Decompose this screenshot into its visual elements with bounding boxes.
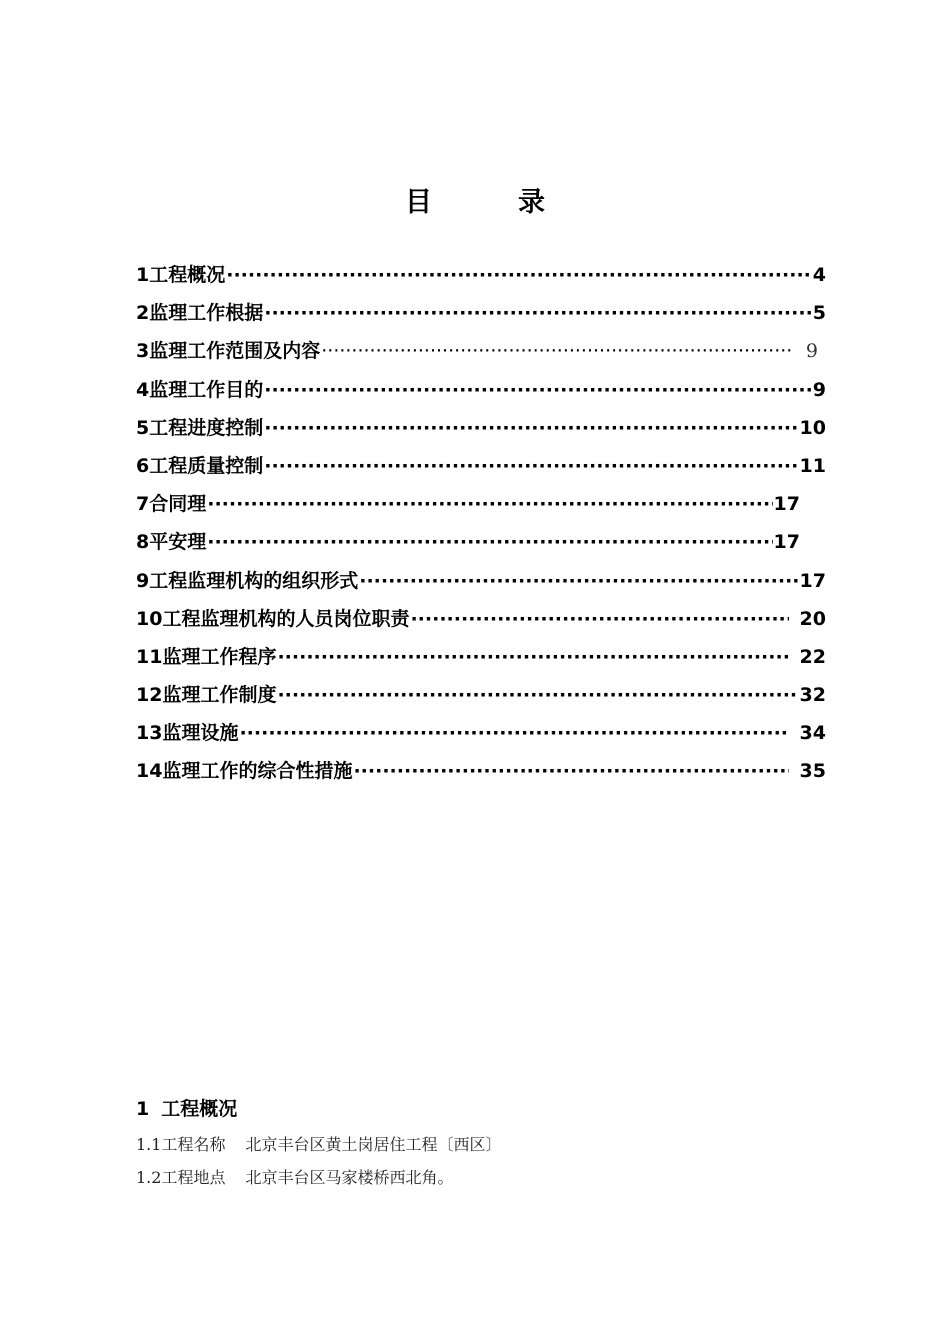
toc-entry-label: 3监理工作范围及内容 [136,340,321,363]
toc-entry[interactable] [136,371,826,409]
toc-leader-dots [359,562,798,600]
toc-leader-dots [410,600,788,638]
toc-entry-page: 34 [799,722,826,745]
toc-entry-page: 11 [799,454,826,477]
toc-leader-dots [239,714,788,752]
toc-leader-dots [264,371,812,409]
toc-entry-page: 35 [799,760,826,783]
toc-entry[interactable] [136,523,800,561]
toc-entry[interactable] [136,256,826,294]
toc-entry-label: 12监理工作制度 [136,684,277,707]
toc-entry-label: 1工程概况 [136,264,226,286]
toc-entry-label: 8平安理 [136,531,207,554]
toc-entry[interactable] [136,332,826,370]
toc-entry-page: 22 [799,645,826,668]
toc-entry[interactable] [136,409,826,447]
toc-entry[interactable] [136,294,826,332]
toc-entry-page: 20 [799,607,826,630]
toc-leader-dots [207,485,772,523]
toc-entry-label: 7合同理 [136,493,207,516]
toc-leader-dots [264,294,812,332]
section-number: 1 [136,1098,150,1120]
toc-leader-dots [264,447,798,485]
toc-entry-label: 4监理工作目的 [136,378,264,401]
toc-leader-dots [353,752,788,790]
toc-entry-label: 9工程监理机构的组织形式 [136,569,359,592]
toc-leader-dots [207,523,772,561]
toc-entry[interactable] [136,562,826,600]
toc-entry-page: 17 [799,569,826,592]
toc-entry-label: 10工程监理机构的人员岗位职责 [136,607,410,630]
toc-entry-page: 10 [799,416,826,439]
item-key: 1.1工程名称 [136,1135,226,1154]
toc-entry-label: 11监理工作程序 [136,645,277,668]
item-value: 北京丰台区黄土岗居住工程〔西区〕 [245,1135,502,1154]
toc-entry-label: 2监理工作根据 [136,302,264,325]
toc-entry-page: 17 [773,531,800,554]
toc-entry[interactable] [136,447,826,485]
toc-leader-dots [226,256,812,294]
toc-entry-page: 4 [812,264,826,286]
table-of-contents [136,256,826,791]
toc-entry[interactable] [136,752,826,790]
toc-entry-page: 17 [773,493,800,516]
toc-entry-page: 9 [812,378,826,401]
toc-entry-label: 6工程质量控制 [136,454,264,477]
toc-leader-dots [321,332,794,370]
toc-entry-page: 9 [805,340,818,363]
toc-entry[interactable] [136,638,826,676]
section-title: 工程概况 [161,1098,238,1120]
toc-entry[interactable] [136,485,800,523]
page-title [0,180,950,219]
toc-leader-dots [264,409,798,447]
toc-entry-label: 14监理工作的综合性措施 [136,760,353,783]
section-heading [136,1094,237,1121]
item-value: 北京丰台区马家楼桥西北角。 [245,1168,454,1187]
item-key: 1.2工程地点 [136,1168,226,1187]
toc-entry[interactable] [136,714,826,752]
toc-entry-page: 32 [799,684,826,707]
toc-leader-dots [277,676,798,714]
toc-entry-label: 5工程进度控制 [136,416,264,439]
title-char-1: 目 [405,187,432,218]
toc-entry[interactable] [136,600,826,638]
section-item [136,1132,501,1155]
toc-entry[interactable] [136,676,826,714]
toc-entry-page: 5 [812,302,826,325]
title-char-2: 录 [518,187,545,218]
toc-leader-dots [277,638,788,676]
section-item [136,1165,453,1188]
toc-entry-label: 13监理设施 [136,722,239,745]
